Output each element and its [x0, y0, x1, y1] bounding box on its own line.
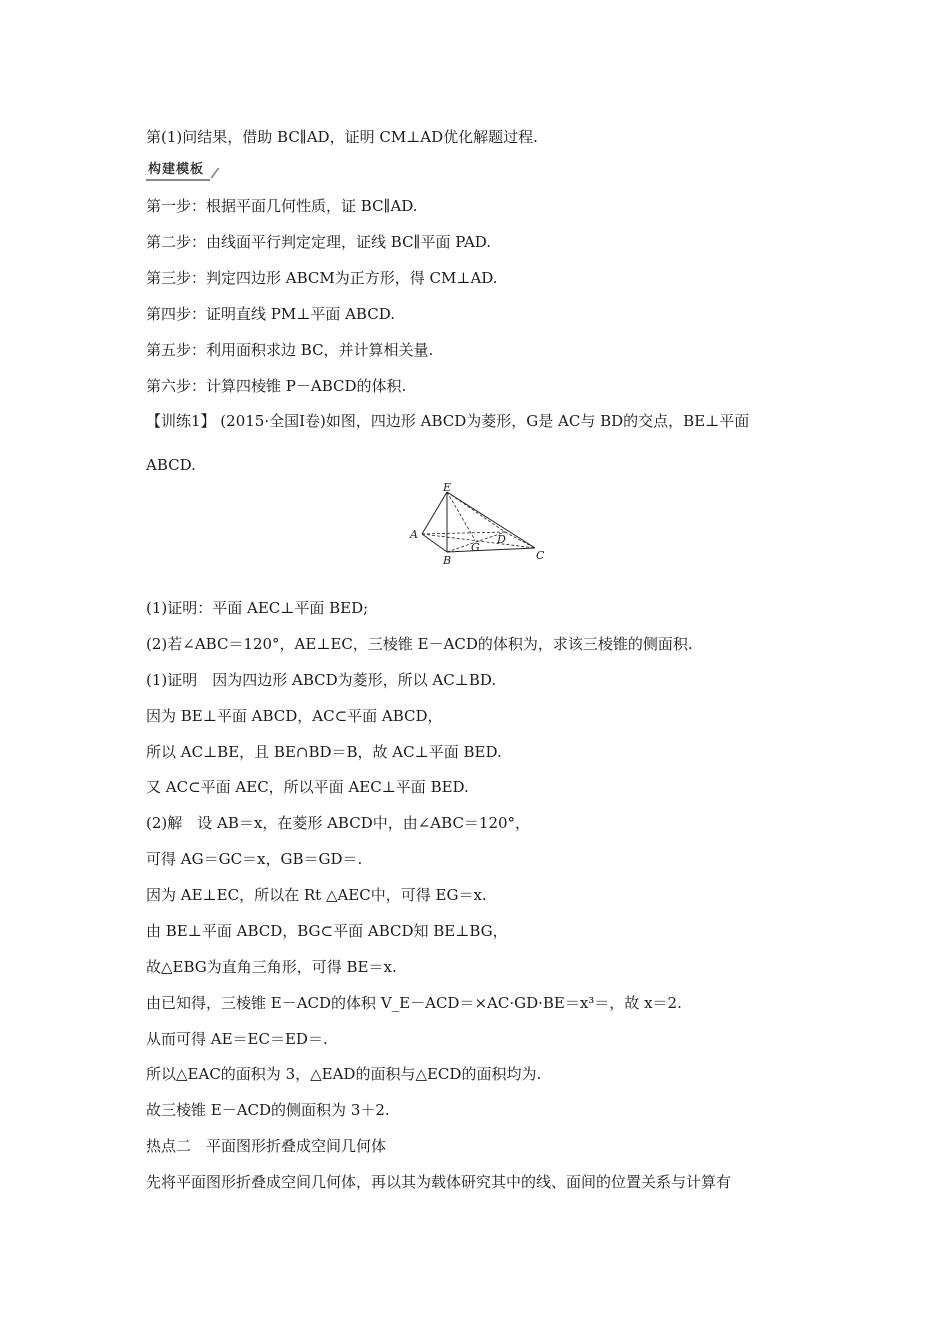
line-21: 从而可得 AE＝EC＝ED＝. — [146, 1030, 328, 1048]
line-18: 由 BE⊥平面 ABCD，BG⊂平面 ABCD知 BE⊥BG， — [146, 922, 508, 940]
line-16: 可得 AG＝GC＝x，GB＝GD＝. — [146, 850, 363, 868]
edge-EA — [422, 492, 447, 534]
line-20: 由已知得，三棱锥 E－ACD的体积 V_E－ACD＝×AC·GD·BE＝x³＝，故 x＝2. — [146, 994, 682, 1012]
edge-AD — [422, 532, 505, 534]
label-D: D — [497, 533, 506, 546]
line-22: 所以△EAC的面积为 3，△EAD的面积与△ECD的面积均为. — [146, 1065, 542, 1083]
template-badge: 构建模板 — [146, 158, 210, 181]
line-25: 先将平面图形折叠成空间几何体，再以其为载体研究其中的线、面间的位置关系与计算有 — [146, 1173, 732, 1191]
line-8: ABCD. — [146, 456, 196, 474]
label-G: G — [471, 541, 480, 554]
label-B: B — [443, 554, 452, 567]
label-C: C — [536, 549, 545, 562]
edge-BC — [447, 548, 535, 552]
line-15: (2)解 设 AB＝x，在菱形 ABCD中，由∠ABC＝120°， — [146, 814, 531, 832]
line-1: 第一步：根据平面几何性质，证 BC∥AD. — [146, 197, 418, 215]
line-9: (1)证明：平面 AEC⊥平面 BED; — [146, 599, 369, 617]
line-17: 因为 AE⊥EC，所以在 Rt △AEC中，可得 EG＝x. — [146, 886, 487, 904]
line-14: 又 AC⊂平面 AEC，所以平面 AEC⊥平面 BED. — [146, 778, 469, 796]
label-A: A — [410, 528, 418, 541]
edge-EG — [447, 492, 475, 540]
line-13: 所以 AC⊥BE，且 BE∩BD＝B，故 AC⊥平面 BED. — [146, 743, 502, 761]
line-6: 第六步：计算四棱锥 P－ABCD的体积. — [146, 377, 407, 395]
pyramid-figure — [405, 482, 555, 567]
line-7: 【训练1】 (2015·全国Ⅰ卷)如图，四边形 ABCD为菱形，G是 AC与 BD的交点，BE⊥平面 — [146, 412, 750, 430]
line-3: 第三步：判定四边形 ABCM为正方形，得 CM⊥AD. — [146, 269, 498, 287]
line-19: 故△EBG为直角三角形，可得 BE＝x. — [146, 958, 397, 976]
edge-EC — [447, 492, 535, 548]
line-2: 第二步：由线面平行判定定理，证线 BC∥平面 PAD. — [146, 233, 492, 251]
line-24: 热点二 平面图形折叠成空间几何体 — [146, 1137, 387, 1155]
line-11: (1)证明 因为四边形 ABCD为菱形，所以 AC⊥BD. — [146, 671, 497, 689]
label-E: E — [443, 482, 452, 494]
edge-ED — [447, 492, 505, 532]
line-12: 因为 BE⊥平面 ABCD，AC⊂平面 ABCD， — [146, 707, 443, 725]
line-23: 故三棱锥 E－ACD的侧面积为 3＋2. — [146, 1101, 390, 1119]
line-4: 第四步：证明直线 PM⊥平面 ABCD. — [146, 305, 395, 323]
line-5: 第五步：利用面积求边 BC，并计算相关量. — [146, 341, 434, 359]
line-10: (2)若∠ABC＝120°，AE⊥EC，三棱锥 E－ACD的体积为，求该三棱锥的侧面积. — [146, 635, 693, 653]
line-0: 第(1)问结果，借助 BC∥AD，证明 CM⊥AD优化解题过程. — [146, 128, 538, 146]
badge-tail-decoration — [210, 168, 227, 178]
